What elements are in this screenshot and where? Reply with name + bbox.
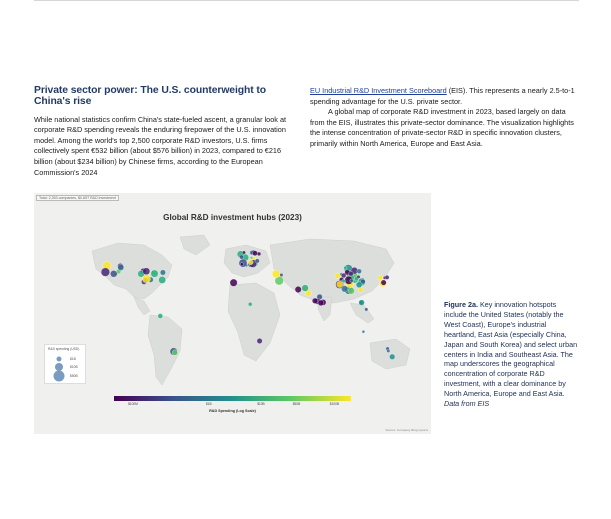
size-legend-value-2: $10B: [70, 365, 78, 369]
hub-marker: [358, 287, 363, 292]
hub-marker: [302, 285, 309, 292]
body-paragraph-1-continued: [310, 86, 578, 107]
size-legend-value-1: $1B: [70, 357, 76, 361]
hub-marker: [365, 308, 368, 311]
hub-marker: [172, 350, 178, 356]
hub-marker: [312, 298, 318, 304]
body-paragraph-1-text: While national statistics confirm China's state-fueled ascent, a granular look at corporate R&D spending reveals the enduring firepower of the U.S. innovation model. Among the world's top 2,500 corporate R&D investors, U.S. firms collectively spent €532 billion (about $576 billion) in 2023, compared to €216 billion (about $234 billion) by Chinese firms, according to the European Commission's 2024: [34, 114, 287, 177]
landmass-greenland: [180, 235, 210, 255]
hub-marker: [387, 349, 390, 352]
hub-marker: [158, 314, 163, 319]
hub-marker: [344, 266, 347, 269]
hub-marker: [239, 255, 243, 259]
article-column-right: [310, 86, 578, 150]
hub-marker: [160, 270, 165, 275]
eis-scoreboard-link[interactable]: EU Industrial R&D Investment Scoreboard: [310, 86, 447, 95]
hub-marker: [230, 279, 237, 286]
landmass-southeast-asia: [350, 303, 374, 323]
colorbar-tick-1: $100M: [128, 402, 138, 406]
hub-marker: [341, 273, 346, 278]
size-legend-circle-medium: [55, 363, 63, 371]
hub-marker: [248, 260, 253, 265]
hub-marker: [335, 273, 341, 279]
hub-marker: [159, 276, 166, 283]
hub-marker: [357, 275, 360, 278]
caption-source: Data from EIS: [444, 399, 490, 409]
hub-marker: [359, 300, 365, 306]
colorbar-tick-5: $100B: [329, 402, 340, 406]
hub-marker: [255, 259, 259, 263]
article-column-left: [34, 86, 300, 178]
size-legend: [44, 344, 86, 384]
figure-caption: [444, 300, 580, 409]
hub-marker: [348, 288, 355, 295]
colorbar-ticks: [114, 402, 351, 408]
caption-label: Figure 2a.: [444, 300, 478, 309]
size-legend-title: R&D spending (USD): [48, 347, 80, 351]
rd-map-figure: [34, 193, 431, 434]
colorbar-tick-4: $50B: [292, 402, 301, 406]
hub-marker: [337, 281, 343, 287]
hub-marker: [240, 263, 243, 266]
hub-marker: [389, 354, 395, 360]
size-legend-circles: [45, 345, 85, 383]
landmass-africa: [228, 283, 280, 361]
colorbar: [114, 396, 351, 401]
hub-marker: [143, 275, 151, 283]
hub-marker: [101, 268, 110, 277]
hub-marker: [362, 330, 365, 333]
hub-marker: [350, 279, 354, 283]
body-paragraph-1: [34, 115, 300, 179]
landmass-central-america: [134, 297, 150, 315]
body-paragraph-1-end: (EIS). This represents a nearly 2.5-to-1 spending advantage for the U.S. private sector.: [310, 86, 575, 106]
hub-marker: [242, 251, 245, 254]
hub-marker: [385, 275, 389, 279]
hub-marker: [280, 273, 283, 276]
section-heading: Private sector power: The U.S. counterweight to China's rise: [34, 85, 267, 107]
top-rule: [34, 0, 579, 1]
figure-source: Source: Company filing reports: [385, 428, 428, 432]
figure-note: Total: 2,353 companies, $0.85T R&D investment: [36, 195, 119, 201]
landmass-australia: [370, 339, 410, 369]
colorbar-tick-3: $10B: [257, 402, 265, 406]
caption-text: Key innovation hotspots include the United States (notably the West Coast), Europe's industrial heartland, East Asia (especially China, Japan and South Korea) and select urban centers in India and Southeast Asia. The map underscores the geographical concentration of corporate R&D investment, with a clear dominance by North America, Europe and East Asia.: [444, 300, 578, 399]
landmass-europe: [224, 245, 270, 277]
hub-marker: [272, 270, 280, 278]
landmass-asia: [270, 239, 394, 303]
body-paragraph-2: A global map of corporate R&D investment in 2023, based largely on data from the EIS, illustrates this private-sector dominance. The visualization highlights the intense concentration of private-sector R&D in specific innovation clusters, primarily within North America, Europe and East Asia.: [310, 107, 574, 148]
hub-marker: [118, 264, 124, 270]
hub-marker: [349, 271, 354, 276]
hub-marker: [318, 300, 324, 306]
colorbar-title: R&D Spending (Log Scale): [209, 409, 256, 413]
hub-marker: [295, 286, 301, 292]
size-legend-circle-large: [54, 371, 65, 382]
hub-marker: [252, 251, 257, 256]
hub-marker: [356, 282, 362, 288]
figure-title: Global R&D investment hubs (2023): [163, 213, 302, 222]
hub-marker: [248, 302, 252, 306]
hub-marker: [151, 270, 158, 277]
colorbar-tick-2: $1B: [205, 402, 212, 406]
hub-marker: [143, 268, 150, 275]
hub-marker: [110, 270, 117, 277]
hub-marker: [342, 279, 346, 283]
hub-marker: [357, 269, 362, 274]
hub-marker: [250, 256, 253, 259]
hub-marker: [257, 338, 262, 343]
size-legend-circle-small: [57, 357, 62, 362]
size-legend-value-3: $50B: [70, 374, 78, 378]
hub-marker: [378, 275, 383, 280]
hub-marker: [381, 280, 386, 285]
